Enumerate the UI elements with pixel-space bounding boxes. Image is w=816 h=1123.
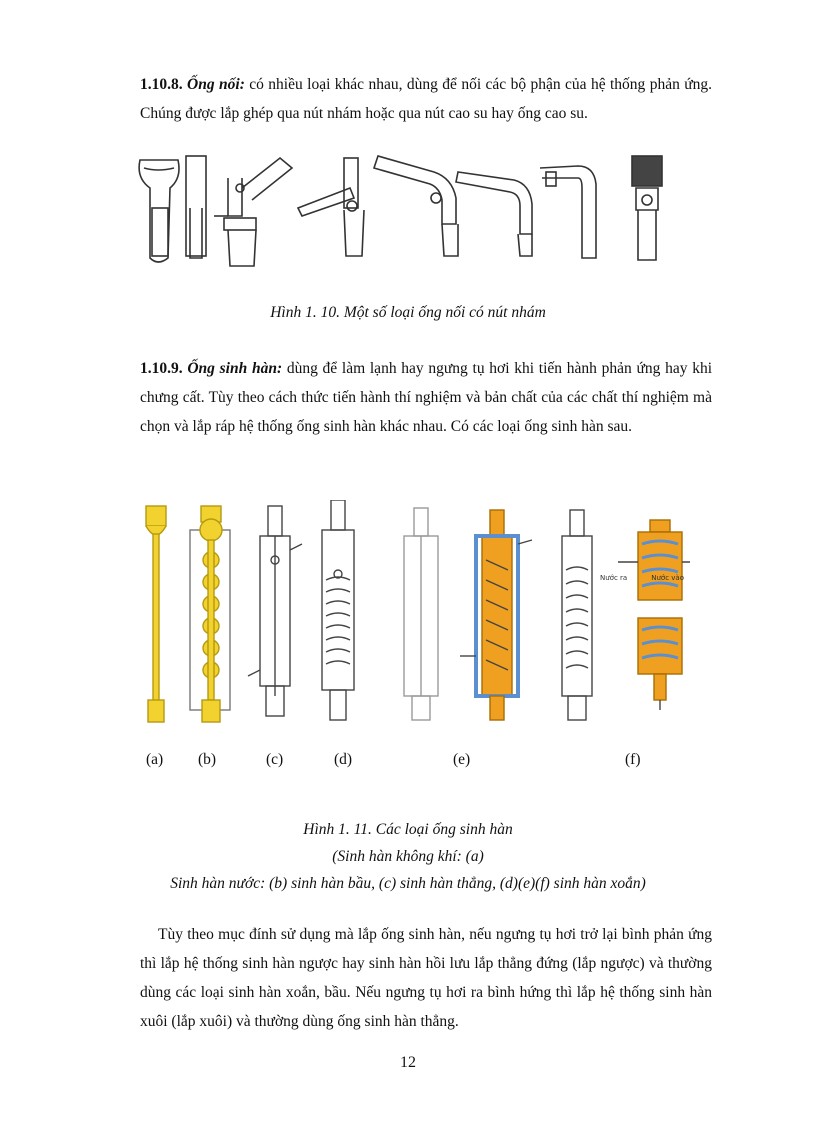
label-a: (a) (146, 751, 164, 768)
condenser-e2 (460, 510, 532, 720)
connector-2 (186, 156, 206, 258)
label-e: (e) (453, 751, 471, 768)
condenser-f1 (562, 510, 592, 720)
figure-1-10-caption: Hình 1. 10. Một số loại ống nối có nút nhám (270, 304, 546, 321)
connector-8 (632, 156, 662, 260)
figure-connectors (130, 148, 690, 272)
section-text-2: dùng để làm lạnh hay ngưng tụ hơi khi tiến hành phản ứng hay khi chưng cất. Tùy theo cách thức tiến hành thí nghiệm và bản chất của các chất thí nghiệm mà chọn và lắp ráp hệ thống ống sinh hàn khác nhau. Có các loại ống sinh hàn sau. (140, 360, 713, 435)
condenser-c (248, 506, 302, 716)
connector-5 (374, 156, 458, 256)
label-c: (c) (266, 751, 284, 768)
paragraph-ong-noi (140, 70, 712, 128)
label-d: (d) (334, 751, 353, 768)
label-f: (f) (625, 751, 641, 768)
condenser-e1 (404, 508, 438, 720)
connector-3 (214, 158, 292, 266)
section-term-2: Ống sinh hàn: (187, 360, 283, 377)
connector-4 (298, 158, 364, 256)
label-b: (b) (198, 751, 217, 768)
page-number: 12 (400, 1054, 416, 1071)
inset-label-out: Nước ra (600, 574, 628, 582)
connector-6 (456, 172, 532, 256)
section-number: 1.10.8. (140, 76, 183, 93)
figure-condensers (130, 500, 690, 730)
condenser-f2 (618, 520, 690, 710)
figure-1-11-caption-3: Sinh hàn nước: (b) sinh hàn bầu, (c) sinh hàn thẳng, (d)(e)(f) sinh hàn xoắn) (170, 875, 646, 892)
section-text: có nhiều loại khác nhau, dùng để nối các bộ phận của hệ thống phản ứng. Chúng được lắp ghép qua nút nhám hoặc qua nút cao su hay ống cao su. (140, 76, 713, 122)
condenser-d (322, 500, 354, 720)
paragraph-ong-sinh-han (140, 354, 712, 441)
paragraph-closing: Tùy theo mục đính sử dụng mà lắp ống sinh hàn, nếu ngưng tụ hơi trở lại bình phản ứng thì lắp hệ thống sinh hàn ngược hay sinh hàn hồi lưu lắp thẳng đứng (lắp ngược) và thường dùng các loại sinh hàn xoắn, bầu. Nếu ngưng tụ hơi ra bình hứng thì lắp hệ thống sinh hàn xuôi (lắp xuôi) và thường dùng ống sinh hàn thẳng. (140, 926, 712, 1030)
connector-1 (139, 160, 179, 262)
section-number-2: 1.10.9. (140, 360, 183, 377)
condenser-b (190, 506, 230, 722)
condenser-a (146, 506, 166, 722)
figure-1-11-caption-1: Hình 1. 11. Các loại ống sinh hàn (303, 821, 513, 838)
section-term: Ống nối: (187, 76, 245, 93)
connector-7 (540, 166, 596, 258)
figure-1-11-caption-2: (Sinh hàn không khí: (a) (332, 848, 484, 865)
inset-label-in: Nước vào (651, 574, 684, 582)
